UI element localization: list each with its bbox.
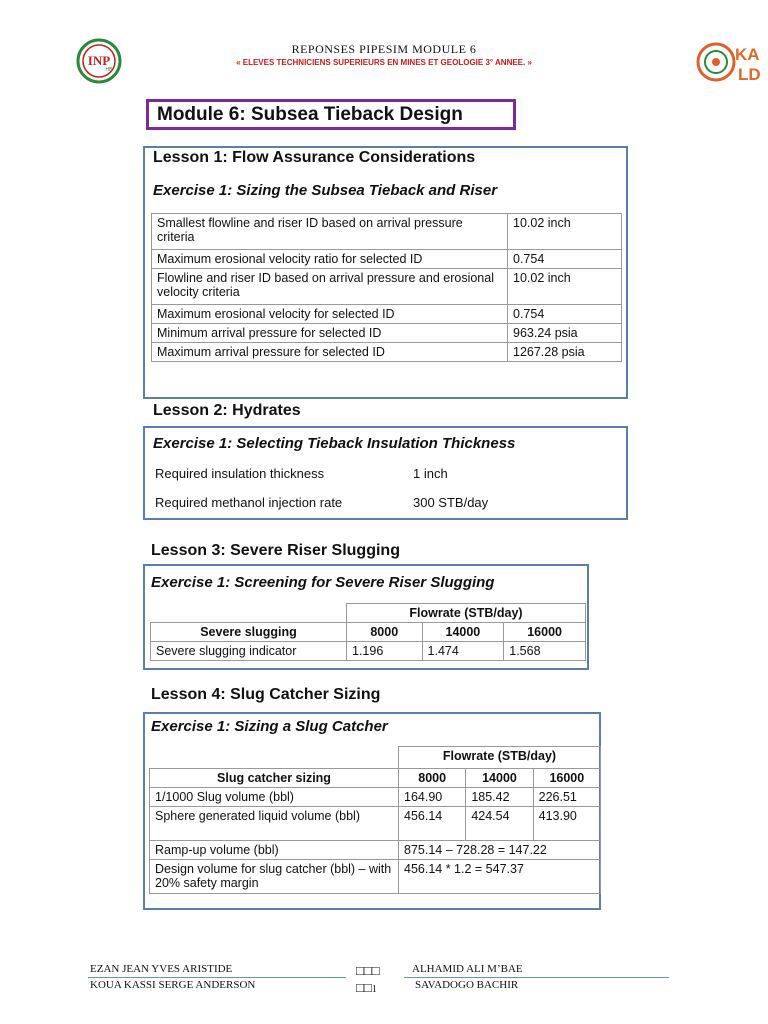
flowrate-header: Flowrate (STB/day) <box>399 747 601 769</box>
svg-text:LD: LD <box>738 65 761 84</box>
column-header: 16000 <box>504 623 586 642</box>
row-value: 1267.28 psia <box>508 343 622 362</box>
table-row <box>151 459 492 488</box>
lesson3-exercise: Exercise 1: Screening for Severe Riser Slugging <box>151 574 495 591</box>
row-label: Sphere generated liquid volume (bbl) <box>150 807 399 841</box>
row-value: 10.02 inch <box>508 269 622 305</box>
author-3: ALHAMID ALI M’BAE <box>412 963 523 975</box>
row-label: Maximum erosional velocity for selected ID <box>152 305 508 324</box>
flowrate-header: Flowrate (STB/day) <box>347 604 586 623</box>
lesson1-exercise: Exercise 1: Sizing the Subsea Tieback and Riser <box>153 182 498 199</box>
column-header: 8000 <box>347 623 423 642</box>
cell-value: 424.54 <box>466 807 533 841</box>
cell-value: 875.14 – 728.28 = 147.22 <box>399 841 601 860</box>
row-header: Severe slugging <box>151 623 347 642</box>
row-label: Required methanol injection rate <box>155 495 343 510</box>
row-label: Maximum erosional velocity ratio for selected ID <box>152 250 508 269</box>
cell-value: 226.51 <box>533 788 600 807</box>
cell-value: 413.90 <box>533 807 600 841</box>
svg-text:INP: INP <box>87 53 111 68</box>
row-label: Maximum arrival pressure for selected ID <box>152 343 508 362</box>
row-value: 300 STB/day <box>413 495 489 510</box>
cell-value: 185.42 <box>466 788 533 807</box>
lesson3-title: Lesson 3: Severe Riser Slugging <box>151 542 400 559</box>
column-header: 16000 <box>533 769 600 788</box>
table-row <box>151 642 586 661</box>
table-row <box>152 343 622 362</box>
row-label: Required insulation thickness <box>155 466 325 481</box>
module-title: Module 6: Subsea Tieback Design <box>146 99 516 130</box>
table-row <box>152 305 622 324</box>
cell-value: 164.90 <box>399 788 466 807</box>
row-value: 10.02 inch <box>508 214 622 250</box>
row-value: 0.754 <box>508 250 622 269</box>
document-title: REPONSES PIPESIM MODULE 6 <box>291 42 477 56</box>
table-row <box>152 324 622 343</box>
author-2: KOUA KASSI SERGE ANDERSON <box>90 979 256 991</box>
table-row <box>151 623 586 642</box>
lesson4-title: Lesson 4: Slug Catcher Sizing <box>151 686 381 703</box>
row-label: Design volume for slug catcher (bbl) – with 20% safety margin <box>150 860 399 894</box>
lesson3-table <box>150 603 586 661</box>
column-header: 14000 <box>466 769 533 788</box>
row-value: 1 inch <box>413 466 448 481</box>
table-row <box>150 769 601 788</box>
page-number: 1 <box>371 984 377 995</box>
cell-value: 1.474 <box>422 642 504 661</box>
table-row <box>150 788 601 807</box>
cell-value: 1.196 <box>347 642 423 661</box>
table-row <box>151 604 586 623</box>
lesson4-exercise: Exercise 1: Sizing a Slug Catcher <box>151 718 388 735</box>
row-header: Slug catcher sizing <box>150 769 399 788</box>
lesson1-table <box>151 213 622 362</box>
row-label: Minimum arrival pressure for selected ID <box>152 324 508 343</box>
footer-divider-right <box>404 977 669 978</box>
footer-glyphs-bottom: □□1 <box>356 980 377 995</box>
footer-glyphs-top: □□□ <box>356 963 380 978</box>
row-label: Severe slugging indicator <box>151 642 347 661</box>
lesson2-title: Lesson 2: Hydrates <box>153 402 301 419</box>
row-label: 1/1000 Slug volume (bbl) <box>150 788 399 807</box>
partner-logo <box>694 36 768 88</box>
row-label: Ramp-up volume (bbl) <box>150 841 399 860</box>
column-header: 8000 <box>399 769 466 788</box>
row-label: Flowline and riser ID based on arrival pressure and erosional velocity criteria <box>152 269 508 305</box>
document-subtitle: « ELEVES TECHNICIENS SUPERIEURS EN MINES ET GEOLOGIE 3° ANNEE. » <box>236 58 532 67</box>
author-1: EZAN JEAN YVES ARISTIDE <box>90 963 233 975</box>
cell-value: 456.14 <box>399 807 466 841</box>
column-header: 14000 <box>422 623 504 642</box>
lesson1-title: Lesson 1: Flow Assurance Considerations <box>153 149 476 166</box>
row-value: 963.24 psia <box>508 324 622 343</box>
cell-value: 456.14 * 1.2 = 547.37 <box>399 860 601 894</box>
svg-text:KA: KA <box>735 45 760 64</box>
table-row <box>150 747 601 769</box>
table-row <box>150 860 601 894</box>
table-row <box>151 488 492 517</box>
lesson2-exercise: Exercise 1: Selecting Tieback Insulation Thickness <box>153 435 516 452</box>
table-row <box>152 250 622 269</box>
row-label: Smallest flowline and riser ID based on arrival pressure criteria <box>152 214 508 250</box>
table-row <box>152 269 622 305</box>
author-4: SAVADOGO BACHIR <box>415 979 519 991</box>
row-value: 0.754 <box>508 305 622 324</box>
table-row <box>150 807 601 841</box>
table-row <box>150 841 601 860</box>
lesson4-table <box>149 746 601 894</box>
cell-value: 1.568 <box>504 642 586 661</box>
table-row <box>152 214 622 250</box>
footer-divider-left <box>88 977 346 978</box>
svg-text:HB: HB <box>105 67 113 73</box>
lesson2-table <box>151 459 492 517</box>
